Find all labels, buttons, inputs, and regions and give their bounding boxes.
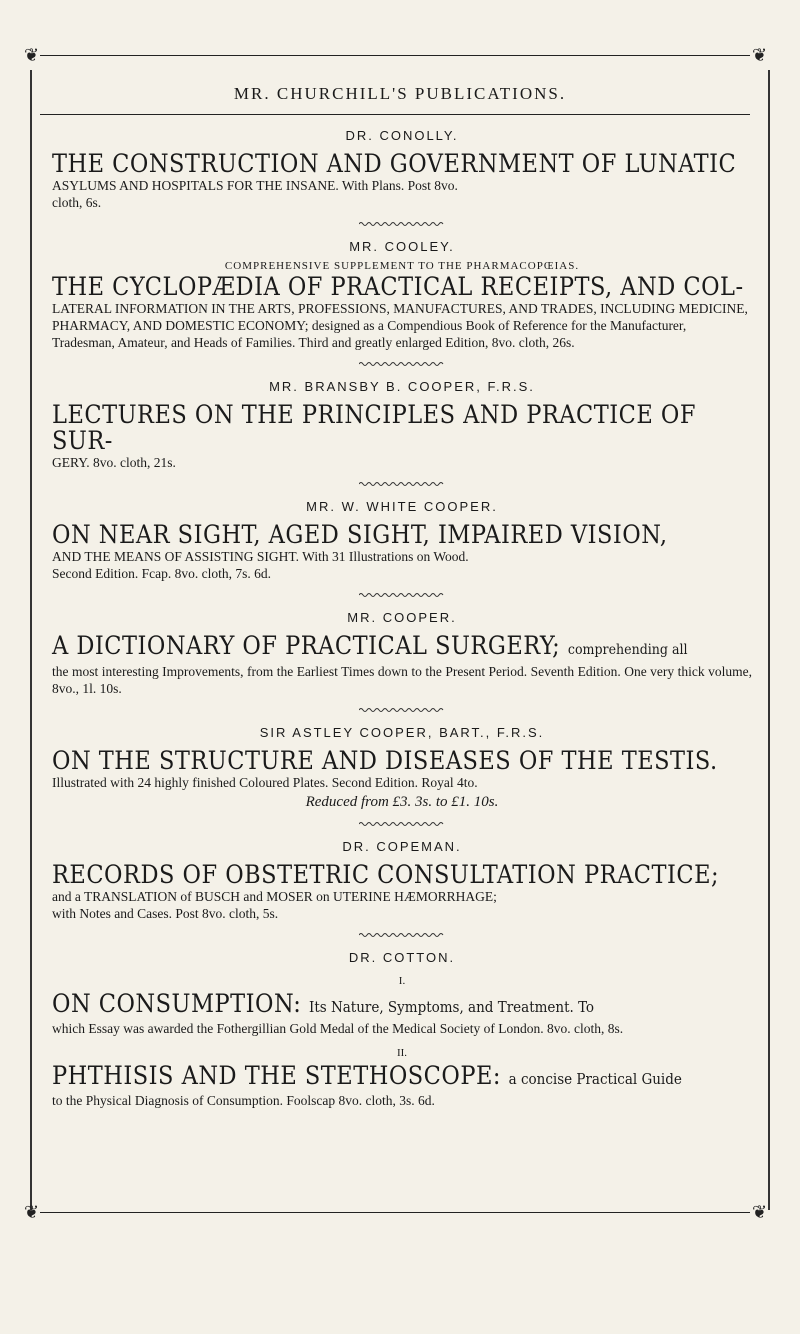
top-left-ornament-icon: ❦ xyxy=(24,45,40,65)
work-title: ON CONSUMPTION: xyxy=(52,989,302,1018)
work-details: to the Physical Diagnosis of Consumption. Foolscap 8vo. cloth, 3s. 6d. xyxy=(52,1093,435,1108)
details: cloth, 6s. xyxy=(52,195,102,210)
price-note: Reduced from £3. 3s. to £1. 10s. xyxy=(305,794,499,810)
entry-white-cooper xyxy=(52,499,752,598)
details: Second Edition. Fcap. 8vo. cloth, 7s. 6d. xyxy=(52,566,271,581)
title: LECTURES ON THE PRINCIPLES AND PRACTICE OF SUR- xyxy=(52,400,696,455)
right-border-rule xyxy=(768,70,770,1210)
wavy-divider-icon xyxy=(359,361,445,367)
title-line xyxy=(52,633,752,663)
left-border-rule xyxy=(30,70,32,1210)
author: MR. COOLEY. xyxy=(349,239,455,254)
bottom-right-ornament-icon: ❦ xyxy=(752,1202,768,1222)
top-right-ornament-icon: ❦ xyxy=(752,45,768,65)
bottom-left-ornament-icon: ❦ xyxy=(24,1202,40,1222)
overline: COMPREHENSIVE SUPPLEMENT TO THE PHARMACOPŒIAS. xyxy=(224,260,580,272)
title: THE CYCLOPÆDIA OF PRACTICAL RECEIPTS, AND COL- xyxy=(52,272,744,301)
entry-copeman xyxy=(52,839,752,938)
work-title: PHTHISIS AND THE STETHOSCOPE: xyxy=(52,1061,501,1090)
wavy-divider-icon xyxy=(359,481,445,487)
author: MR. BRANSBY B. COOPER, F.R.S. xyxy=(269,379,535,394)
wavy-divider-icon xyxy=(359,707,445,713)
subtitle: and a TRANSLATION of BUSCH and MOSER on UTERINE HÆMORRHAGE; xyxy=(52,889,497,904)
work-title-line xyxy=(52,991,752,1020)
author: MR. COOPER. xyxy=(347,610,457,625)
title: RECORDS OF OBSTETRIC CONSULTATION PRACTICE; xyxy=(52,860,720,889)
title-tail: comprehending all xyxy=(567,642,688,658)
entry-cooley xyxy=(52,239,752,367)
wavy-divider-icon xyxy=(359,221,445,227)
author: SIR ASTLEY COOPER, BART., F.R.S. xyxy=(259,725,545,740)
work-details: which Essay was awarded the Fothergillian Gold Medal of the Medical Society of London. 8vo. cloth, 8s. xyxy=(52,1021,624,1036)
wavy-divider-icon xyxy=(359,932,445,938)
wavy-divider-icon xyxy=(359,821,445,827)
details: the most interesting Improvements, from the Earliest Times down to the Present Period. Seventh Edition. One very thick volume, 8vo., 1l. 10s. xyxy=(52,664,752,696)
details: GERY. 8vo. cloth, 21s. xyxy=(52,455,176,470)
work-title-tail: Its Nature, Symptoms, and Treatment. To xyxy=(309,998,595,1016)
author: DR. COPEMAN. xyxy=(342,839,462,854)
details: with Notes and Cases. Post 8vo. cloth, 5s. xyxy=(52,906,279,921)
author: DR. CONOLLY. xyxy=(345,128,459,143)
wavy-divider-icon xyxy=(359,592,445,598)
entry-astley-cooper xyxy=(52,725,752,827)
subtitle: LATERAL INFORMATION IN THE ARTS, PROFESSIONS, MANUFACTURES, AND TRADES, INCLUDING MEDICINE, PHARMACY, AND DOMESTIC ECONOMY; designed as a Compendious Book of Reference for the Manufacturer, Tradesman, Amateur, and Heads of Families. Third and greatly enlarged Edition, 8vo. cloth, 26s. xyxy=(52,301,748,350)
top-border-rule xyxy=(40,55,750,56)
author: DR. COTTON. xyxy=(348,950,456,965)
subtitle: ASYLUMS AND HOSPITALS FOR THE INSANE. With Plans. Post 8vo. xyxy=(52,178,458,193)
entry-cotton xyxy=(52,950,752,1109)
entry-bransby-cooper xyxy=(52,379,752,487)
work-numeral: II. xyxy=(396,1047,408,1059)
work-title-tail: a concise Practical Guide xyxy=(508,1070,682,1088)
entry-conolly xyxy=(52,128,752,227)
bottom-border-rule xyxy=(40,1212,750,1213)
title: ON THE STRUCTURE AND DISEASES OF THE TESTIS. xyxy=(52,746,718,775)
title: A DICTIONARY OF PRACTICAL SURGERY; xyxy=(52,631,561,660)
entry-cooper-dictionary xyxy=(52,610,752,713)
author: MR. W. WHITE COOPER. xyxy=(306,499,498,514)
header-rule xyxy=(40,114,750,115)
details: Illustrated with 24 highly finished Coloured Plates. Second Edition. Royal 4to. xyxy=(52,775,478,790)
publications-list xyxy=(52,128,752,1109)
title: ON NEAR SIGHT, AGED SIGHT, IMPAIRED VISION, xyxy=(52,520,668,549)
title: THE CONSTRUCTION AND GOVERNMENT OF LUNATIC xyxy=(52,149,737,178)
subtitle: AND THE MEANS OF ASSISTING SIGHT. With 31 Illustrations on Wood. xyxy=(52,549,469,564)
work-title-line xyxy=(52,1063,752,1092)
work-numeral: I. xyxy=(398,975,406,987)
running-title: MR. CHURCHILL'S PUBLICATIONS. xyxy=(233,84,567,103)
